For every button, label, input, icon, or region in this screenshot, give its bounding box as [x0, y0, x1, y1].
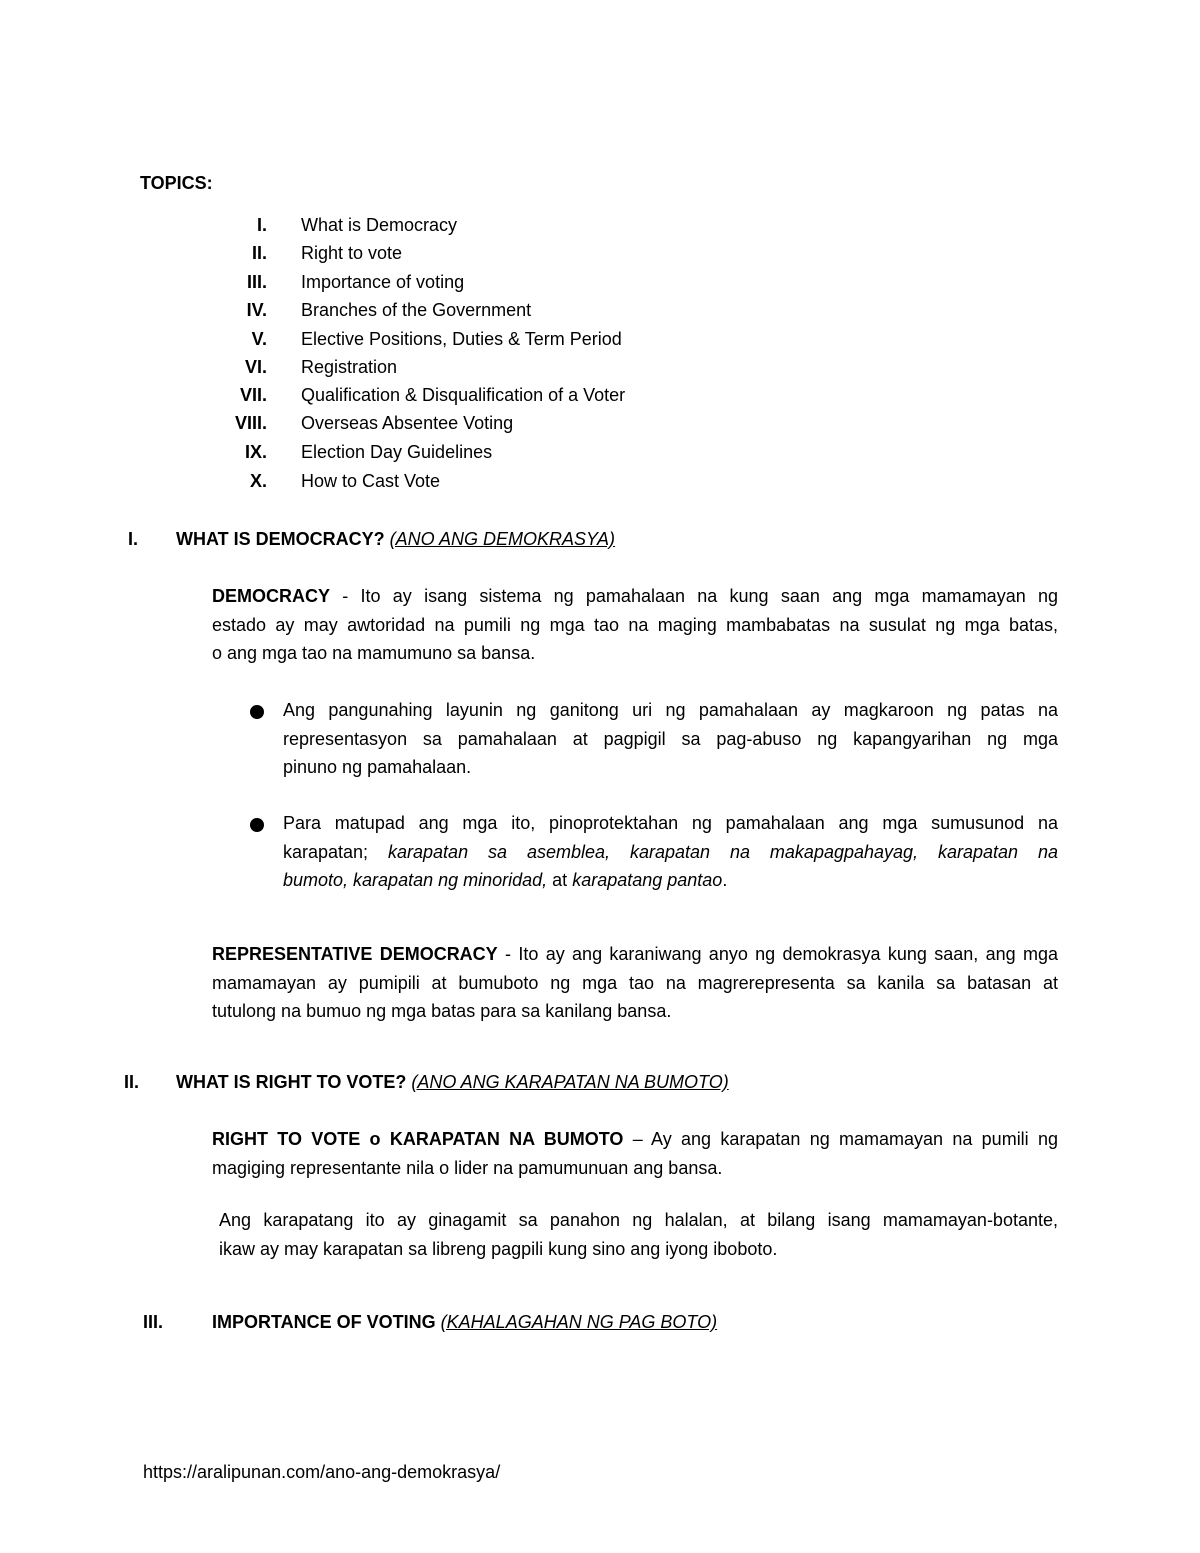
- topic-text: How to Cast Vote: [301, 471, 441, 491]
- paragraph-line: ikaw ay may karapatan sa libreng pagpili kung sino ang iyong iboboto.: [219, 1238, 778, 1259]
- paragraph-line: Ang karapatang ito ay ginagamit sa panahon ng halalan, at bilang isang mamamayan-botante,: [219, 1210, 1058, 1230]
- paragraph-line: RIGHT TO VOTE o KARAPATAN NA BUMOTO – Ay ang karapatan ng mamamayan na pumili ng: [212, 1129, 1059, 1149]
- topic-number: IV.: [246, 300, 267, 320]
- paragraph-line: pinuno ng pamahalaan.: [283, 757, 472, 777]
- right-to-vote-term: RIGHT TO VOTE o KARAPATAN NA BUMOTO: [212, 1129, 624, 1149]
- bullet-icon: [250, 818, 264, 832]
- paragraph-line: tutulong na bumuo ng mga batas para sa kanilang bansa.: [212, 1001, 672, 1021]
- topic-text: Registration: [301, 357, 398, 377]
- topic-number: IX.: [244, 442, 267, 462]
- topic-text: What is Democracy: [301, 215, 458, 235]
- paragraph-line: representasyon sa pamahalaan at pagpigil sa pag-abuso ng kapangyarihan ng mga: [283, 728, 1058, 749]
- paragraph-line: DEMOCRACY - Ito ay isang sistema ng pamahalaan na kung saan ang mga mamamayan ng: [212, 586, 1058, 606]
- section-number: I.: [128, 529, 139, 549]
- section-title: [212, 1308, 717, 1336]
- representative-democracy-definition: [212, 940, 1058, 1026]
- topic-number: I.: [256, 215, 267, 235]
- section-title-text: IMPORTANCE OF VOTING: [212, 1312, 441, 1332]
- democracy-definition: [212, 582, 1058, 668]
- section-subtitle: (KAHALAGAHAN NG PAG BOTO): [440, 1312, 718, 1332]
- topic-number: VI.: [244, 357, 267, 377]
- section-title: [176, 525, 615, 553]
- section-subtitle: (ANO ANG DEMOKRASYA): [389, 529, 616, 549]
- section-title-text: WHAT IS RIGHT TO VOTE?: [176, 1072, 412, 1092]
- topic-text: Right to vote: [301, 243, 403, 263]
- rights-list: karapatan sa asemblea, karapatan na makapagpahayag, karapatan na: [388, 841, 1059, 862]
- paragraph-line: estado ay may awtoridad na pumili ng mga tao na maging mambabatas na susulat ng mga batas,: [212, 614, 1058, 635]
- topic-number: X.: [249, 471, 267, 491]
- topic-number: VIII.: [234, 413, 267, 433]
- bullet-icon: [250, 705, 264, 719]
- paragraph-line: o ang mga tao na mamumuno sa bansa.: [212, 643, 536, 663]
- paragraph-line: Para matupad ang mga ito, pinoprotektahan ng pamahalaan ang mga sumusunod na: [283, 813, 1058, 833]
- section-title: [176, 1068, 729, 1096]
- topic-text: Branches of the Government: [301, 300, 532, 320]
- paragraph-line: bumoto, karapatan ng minoridad, at karapatang pantao.: [283, 870, 728, 890]
- bullet-paragraph: [283, 809, 1058, 895]
- representative-democracy-term: REPRESENTATIVE DEMOCRACY: [212, 944, 498, 964]
- right-to-vote-paragraph: [219, 1206, 1058, 1263]
- topic-text: Importance of voting: [301, 272, 465, 292]
- topic-number: VII.: [239, 385, 267, 405]
- topic-number: V.: [251, 329, 267, 349]
- right-to-vote-definition: [212, 1125, 1058, 1182]
- paragraph-line: REPRESENTATIVE DEMOCRACY - Ito ay ang karaniwang anyo ng demokrasya kung saan, ang mga: [212, 944, 1059, 964]
- section-title-text: WHAT IS DEMOCRACY?: [176, 529, 390, 549]
- topic-text: Qualification & Disqualification of a Voter: [301, 385, 626, 405]
- democracy-term: DEMOCRACY: [212, 586, 331, 606]
- paragraph-line: karapatan; karapatan sa asemblea, karapatan na makapagpahayag, karapatan na: [283, 841, 1059, 862]
- paragraph-line: mamamayan ay pumipili at bumuboto ng mga tao na magrerepresenta sa kanila sa batasan at: [212, 972, 1058, 993]
- paragraph-line: magiging representante nila o lider na pamumunuan ang bansa.: [212, 1157, 723, 1178]
- topic-number: II.: [251, 243, 267, 263]
- section-number: III.: [143, 1312, 164, 1332]
- footer-url: https://aralipunan.com/ano-ang-demokrasya/: [143, 1462, 501, 1482]
- topic-text: Elective Positions, Duties & Term Period: [301, 329, 622, 349]
- paragraph-line: Ang pangunahing layunin ng ganitong uri ng pamahalaan ay magkaroon ng patas na: [283, 700, 1058, 720]
- section-subtitle: (ANO ANG KARAPATAN NA BUMOTO): [411, 1072, 729, 1092]
- topics-label: TOPICS:: [140, 173, 213, 193]
- topic-text: Overseas Absentee Voting: [301, 413, 514, 433]
- topic-text: Election Day Guidelines: [301, 442, 493, 462]
- section-number: II.: [124, 1072, 140, 1092]
- topic-number: III.: [246, 272, 267, 292]
- bullet-paragraph: [283, 696, 1058, 782]
